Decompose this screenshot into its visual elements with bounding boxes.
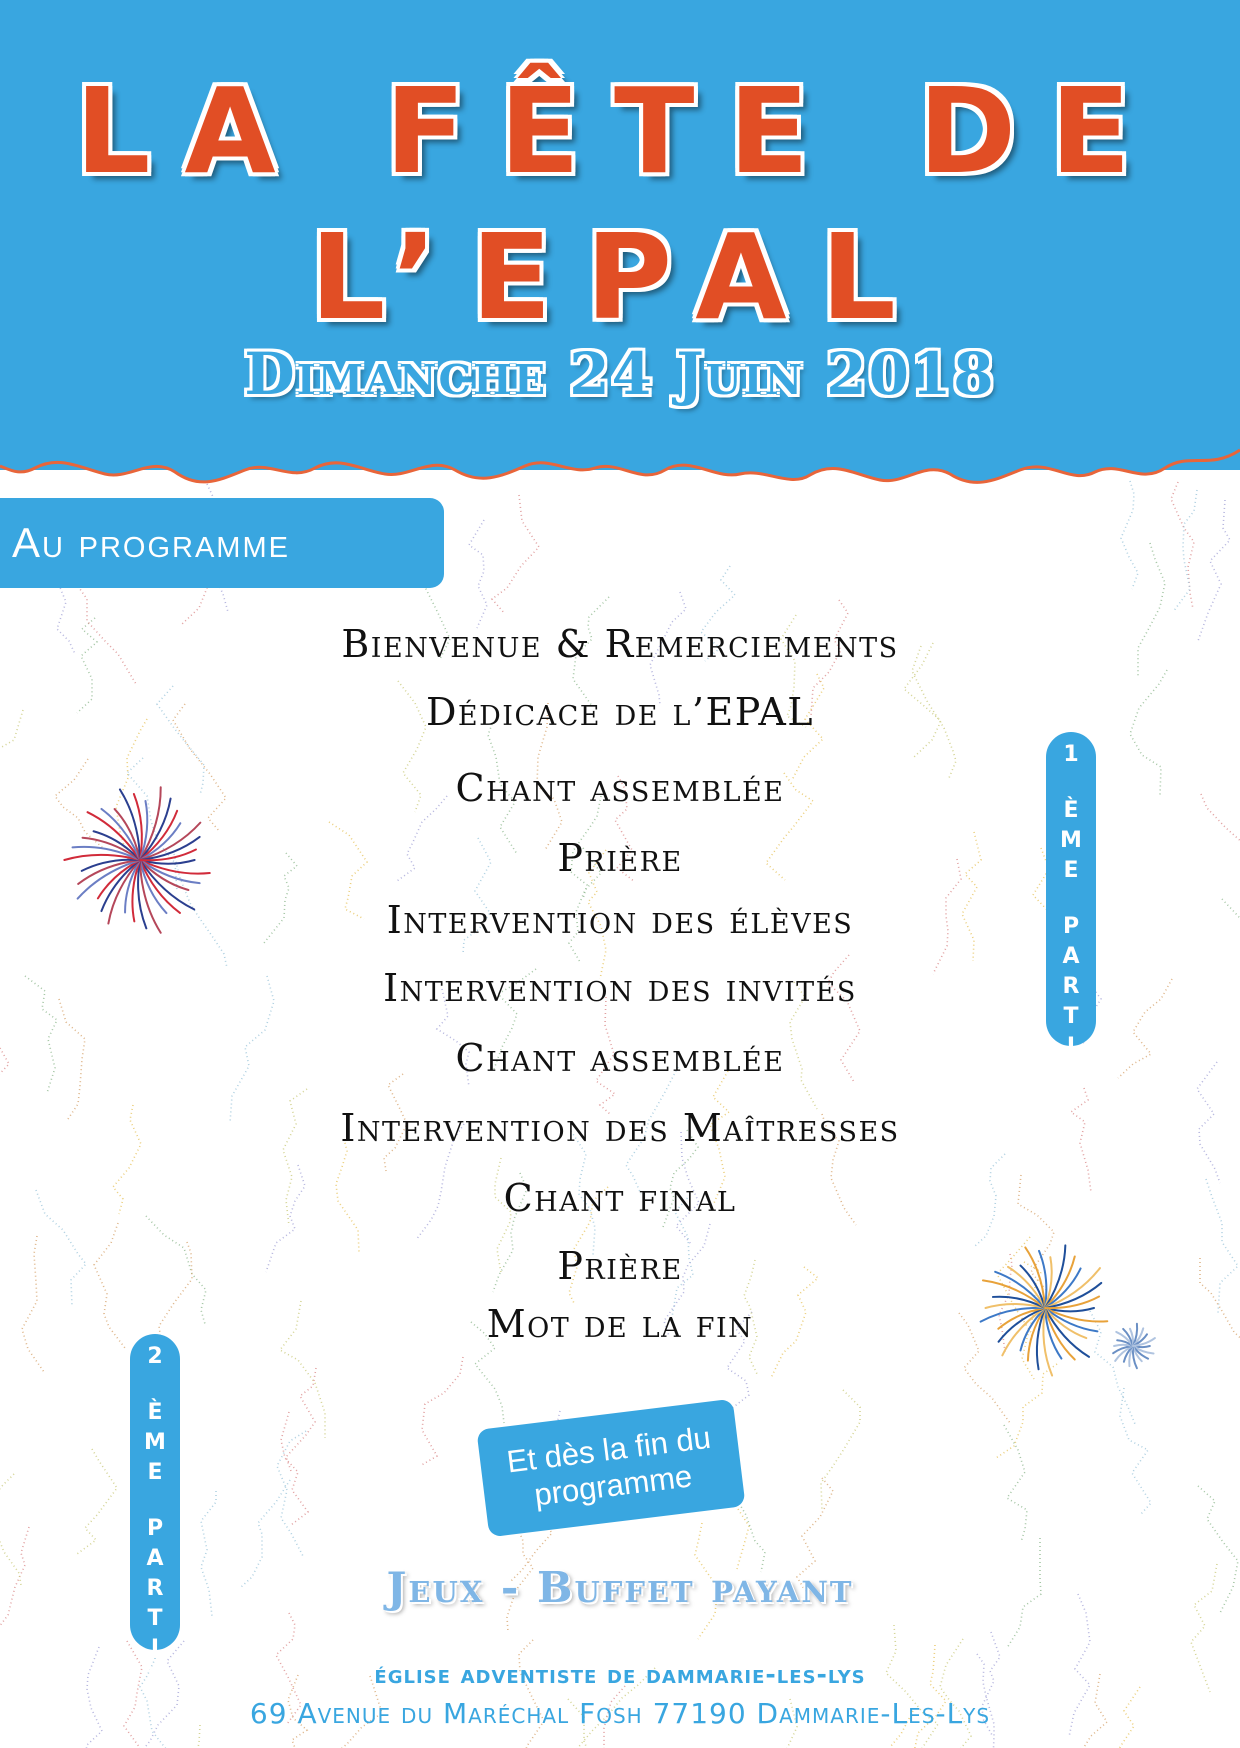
badge-letter: I [150, 1636, 160, 1661]
program-item: Bienvenue & Remerciements [341, 622, 899, 666]
program-item: Intervention des invités [383, 966, 857, 1010]
confetti-squiggle [286, 1368, 316, 1471]
confetti-squiggle [519, 1640, 544, 1748]
church-name: église adventiste de dammarie-les-lys [374, 1660, 866, 1689]
confetti-squiggle [1198, 500, 1230, 641]
confetti-squiggle [281, 1412, 308, 1525]
program-label: Au programme [0, 498, 444, 588]
confetti-squiggle [492, 495, 539, 614]
program-item: Intervention des élèves [386, 898, 854, 942]
part1-partie [1046, 912, 1096, 1092]
event-title-line1: LA FÊTE DE [75, 62, 1165, 200]
badge-letter: M [144, 1430, 166, 1455]
confetti-squiggle [1004, 1425, 1027, 1542]
badge-letter: I [1066, 1034, 1076, 1059]
part1-number: 1 [1063, 742, 1079, 767]
confetti-squiggle [469, 520, 487, 628]
confetti-squiggle [1171, 482, 1194, 609]
event-title-line2: L’EPAL [310, 208, 930, 346]
part1-badge [1046, 732, 1096, 1089]
activities-text: Jeux - Buffet payant [386, 1563, 854, 1612]
badge-letter: A [146, 1546, 164, 1571]
torn-paper-edge [0, 430, 1240, 500]
program-item: Mot de la fin [486, 1302, 754, 1346]
badge-letter: M [1060, 828, 1082, 853]
after-program-text: Et dès la fin du programme [504, 1420, 713, 1513]
program-item: Dédicace de l’EPAL [425, 690, 815, 734]
badge-letter: E [147, 1666, 163, 1691]
program-item: Intervention des Maîtresses [340, 1106, 900, 1150]
confetti-squiggle [940, 1639, 971, 1748]
badge-letter: E [1063, 858, 1079, 883]
program-item: Chant final [503, 1176, 737, 1220]
badge-letter: P [146, 1516, 164, 1541]
badge-letter: R [1062, 974, 1080, 999]
badge-letter: T [147, 1606, 163, 1631]
part1-eme [1046, 796, 1096, 886]
badge-letter: A [1062, 944, 1080, 969]
confetti-squiggle [277, 1431, 306, 1558]
badge-letter: È [1063, 798, 1079, 823]
part2-number: 2 [147, 1344, 163, 1369]
after-program-badge [476, 1399, 745, 1538]
part2-eme [130, 1398, 180, 1488]
badge-letter: T [1063, 1004, 1079, 1029]
church-address: 69 Avenue du Maréchal Fosh 77190 Dammarie-Les-Lys [249, 1697, 991, 1730]
confetti-squiggle [77, 1449, 117, 1554]
badge-letter: È [147, 1400, 163, 1425]
program-item: Prière [557, 836, 683, 880]
program-item: Prière [557, 1244, 683, 1288]
badge-letter: E [1063, 1064, 1079, 1089]
confetti-squiggle [420, 1357, 463, 1466]
event-date: Dimanche 24 Juin 2018 [244, 340, 996, 408]
confetti-squiggle [821, 1390, 860, 1511]
firework-left-icon [40, 770, 240, 950]
confetti-squiggle [1173, 490, 1197, 612]
program-item: Chant assemblée [455, 766, 785, 810]
program-item: Chant assemblée [455, 1036, 785, 1080]
badge-letter: E [147, 1460, 163, 1485]
badge-letter: P [1062, 914, 1080, 939]
badge-letter: R [146, 1576, 164, 1601]
firework-small-icon [1098, 1316, 1168, 1376]
